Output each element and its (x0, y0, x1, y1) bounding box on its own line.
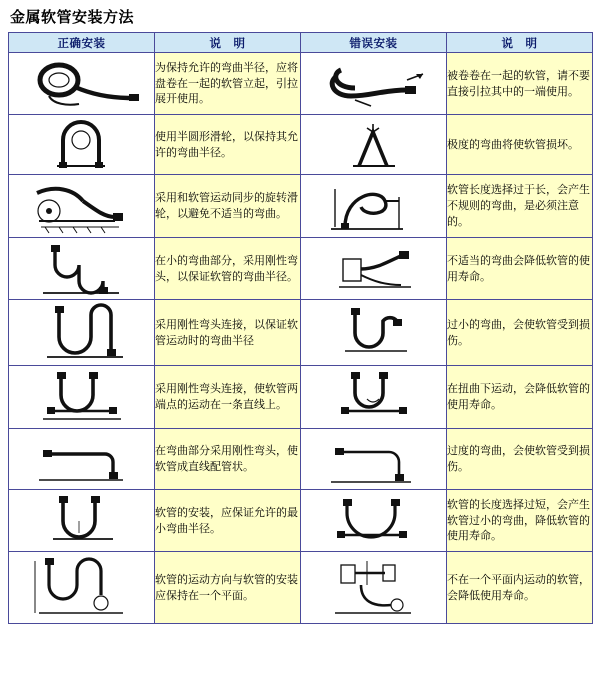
twisting-movement-diagram (311, 369, 437, 425)
twisting-movement-icon (301, 366, 447, 429)
improper-bend-diagram (311, 241, 437, 297)
rigid-elbow-diagram (19, 303, 145, 363)
semicircular-pulley-loop-icon (9, 115, 155, 175)
over-bending-damage-icon (301, 429, 447, 490)
table-row (9, 300, 593, 366)
sharp-bend-diagram (311, 118, 437, 172)
minimum-bend-radius-diagram (19, 493, 145, 549)
excess-length-irregular-bend-icon (301, 175, 447, 238)
row-description: 采用刚性弯头连接，使软管两端点的运动在一条直线上。 (155, 366, 301, 429)
coiled-hose-upright-diagram (19, 56, 145, 112)
sharp-bend-no-pulley-icon (301, 115, 447, 175)
motion-plane-diagram (19, 555, 145, 621)
table-header (9, 33, 593, 53)
elbow-straight-line-diagram (19, 369, 145, 425)
out-of-plane-diagram (311, 555, 437, 621)
table-row (9, 429, 593, 490)
row-description: 极度的弯曲将使软管损坏。 (447, 115, 593, 175)
rigid-bend-small-radius-icon (9, 238, 155, 300)
table-row (9, 175, 593, 238)
rigid-elbow-straight-piping-icon (9, 429, 155, 490)
semicircular-pulley-diagram (19, 118, 145, 172)
too-small-bend-damage-icon (301, 300, 447, 366)
motion-out-of-plane-icon (301, 552, 447, 624)
row-description: 在弯曲部分采用刚性弯头，使软管成直线配管状。 (155, 429, 301, 490)
table-row (9, 552, 593, 624)
header-correct-install: 正确安装 (9, 33, 155, 53)
page-title: 金属软管安装方法 (10, 8, 135, 26)
row-description: 软管的运动方向与软管的安装应保持在一个平面。 (155, 552, 301, 624)
minimum-bend-radius-install-icon (9, 490, 155, 552)
table-header-row (9, 33, 593, 53)
row-description: 在扭曲下运动，会降低软管的使用寿命。 (447, 366, 593, 429)
header-description-wrong: 说 明 (447, 33, 593, 53)
coiled-hose-pulled-icon (301, 53, 447, 115)
coiled-hose-pulled-diagram (311, 56, 437, 112)
synchronized-rotating-pulley-icon (9, 175, 155, 238)
row-description: 软管的长度选择过短，会产生软管过小的弯曲，降低软管的使用寿命。 (447, 490, 593, 552)
header-description-correct: 说 明 (155, 33, 301, 53)
row-description: 被卷卷在一起的软管，请不要直接引拉其中的一端使用。 (447, 53, 593, 115)
row-description: 过小的弯曲，会使软管受到损伤。 (447, 300, 593, 366)
row-description: 软管长度选择过于长，会产生不规则的弯曲，是必须注意的。 (447, 175, 593, 238)
over-bending-diagram (311, 432, 437, 486)
table-row (9, 238, 593, 300)
rigid-elbow-connection-icon (9, 300, 155, 366)
table-body (9, 53, 593, 624)
row-description: 采用刚性弯头连接，以保证软管运动时的弯曲半径 (155, 300, 301, 366)
hose-installation-table (8, 32, 593, 624)
table-row (9, 115, 593, 175)
irregular-bend-diagram (311, 177, 437, 235)
short-length-small-bend-icon (301, 490, 447, 552)
straight-piping-diagram (19, 432, 145, 486)
table-row (9, 53, 593, 115)
rigid-elbow-straight-line-icon (9, 366, 155, 429)
rigid-bend-diagram (19, 241, 145, 297)
short-length-diagram (311, 493, 437, 549)
row-description: 不在一个平面内运动的软管，会降低使用寿命。 (447, 552, 593, 624)
coiled-hose-upright-icon (9, 53, 155, 115)
row-description: 软管的安装，应保证允许的最小弯曲半径。 (155, 490, 301, 552)
improper-bend-shortens-life-icon (301, 238, 447, 300)
small-bend-damage-diagram (311, 303, 437, 363)
table-row (9, 366, 593, 429)
header-wrong-install: 错误安装 (301, 33, 447, 53)
row-description: 过度的弯曲，会使软管受到损伤。 (447, 429, 593, 490)
table-row (9, 490, 593, 552)
rotating-pulley-diagram (19, 177, 145, 235)
row-description: 不适当的弯曲会降低软管的使用寿命。 (447, 238, 593, 300)
row-description: 使用半圆形滑轮，以保持其允许的弯曲半径。 (155, 115, 301, 175)
motion-plane-aligned-icon (9, 552, 155, 624)
row-description: 采用和软管运动同步的旋转滑轮，以避免不适当的弯曲。 (155, 175, 301, 238)
row-description: 在小的弯曲部分，采用刚性弯头，以保证软管的弯曲半径。 (155, 238, 301, 300)
row-description: 为保持允许的弯曲半径，应将盘卷在一起的软管立起，引拉展开使用。 (155, 53, 301, 115)
